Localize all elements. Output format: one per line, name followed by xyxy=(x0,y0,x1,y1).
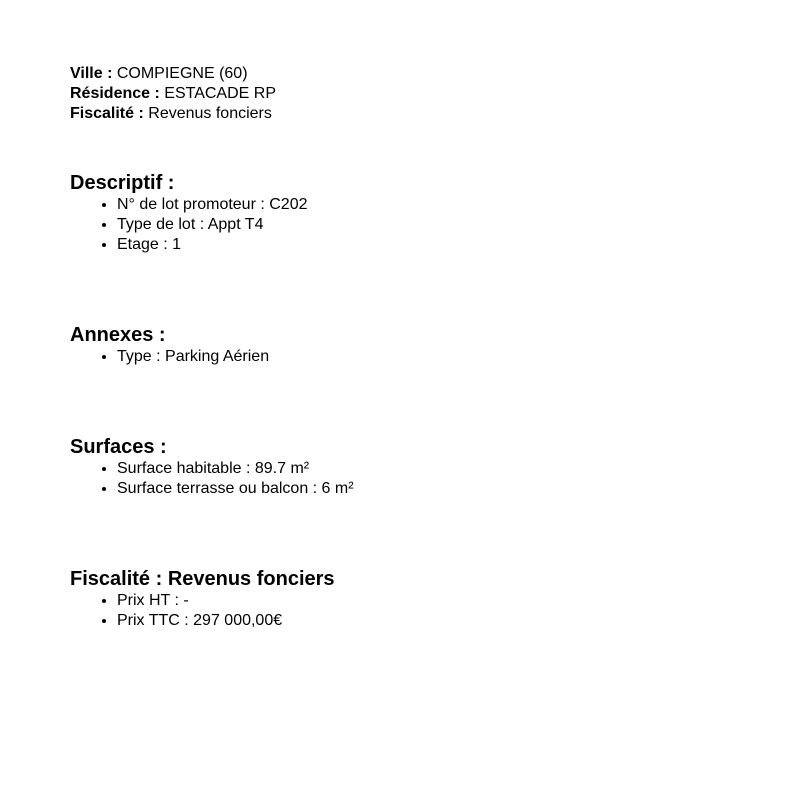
fiscalite-section xyxy=(70,567,770,631)
list-item: • N° de lot promoteur : C202 xyxy=(117,195,770,215)
surfaces-title: Surfaces : xyxy=(70,436,167,458)
residence-value: ESTACADE RP xyxy=(164,85,276,102)
descriptif-title: Descriptif : xyxy=(70,172,175,194)
fiscalite-label: Fiscalité : xyxy=(70,105,144,122)
summary-block xyxy=(70,64,770,124)
ville-line xyxy=(70,64,770,84)
fiscalite-list xyxy=(70,591,770,631)
annexes-list xyxy=(70,347,770,367)
descriptif-section xyxy=(70,171,770,255)
fiscalite-title: Fiscalité : Revenus fonciers xyxy=(70,568,335,590)
fiscalite-line xyxy=(70,104,770,124)
descriptif-list xyxy=(70,195,770,255)
fiscalite-value: Revenus fonciers xyxy=(148,105,272,122)
ville-label: Ville : xyxy=(70,65,113,82)
annexes-title: Annexes : xyxy=(70,324,166,346)
surfaces-list xyxy=(70,459,770,499)
list-item: • Prix TTC : 297 000,00€ xyxy=(117,611,770,631)
surfaces-section xyxy=(70,435,770,499)
list-item: • Surface terrasse ou balcon : 6 m² xyxy=(117,479,770,499)
list-item: • Etage : 1 xyxy=(117,235,770,255)
list-item: • Type : Parking Aérien xyxy=(117,347,770,367)
list-item: • Prix HT : - xyxy=(117,591,770,611)
list-item: • Type de lot : Appt T4 xyxy=(117,215,770,235)
annexes-section xyxy=(70,323,770,367)
residence-line xyxy=(70,84,770,104)
property-sheet xyxy=(70,64,770,631)
residence-label: Résidence : xyxy=(70,85,160,102)
ville-value: COMPIEGNE (60) xyxy=(116,65,248,82)
list-item: • Surface habitable : 89.7 m² xyxy=(117,459,770,479)
